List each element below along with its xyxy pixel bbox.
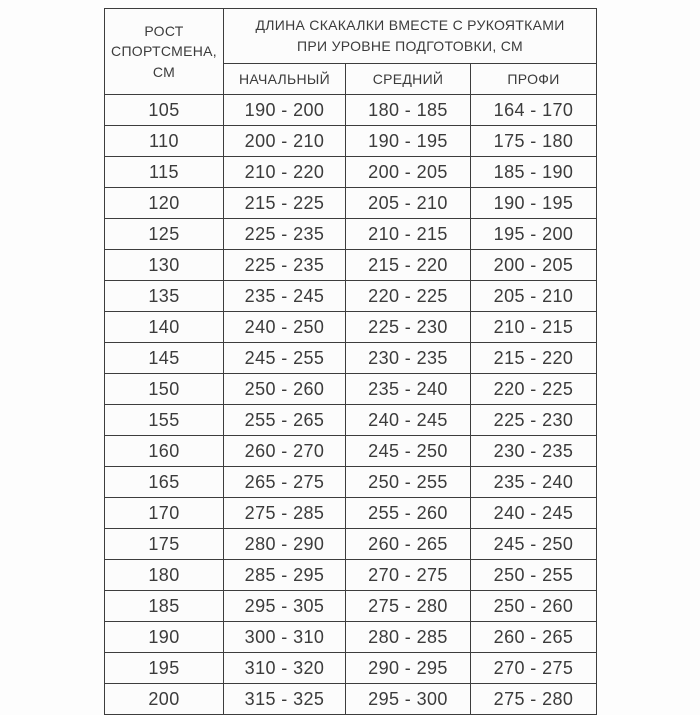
table-body bbox=[105, 95, 597, 715]
height-cell: 130 bbox=[105, 250, 224, 281]
height-cell: 110 bbox=[105, 126, 224, 157]
beginner-range-cell: 225 - 235 bbox=[224, 219, 346, 250]
middle-range-cell: 290 - 295 bbox=[346, 653, 471, 684]
pro-range-cell: 275 - 280 bbox=[471, 684, 597, 715]
pro-range-cell: 210 - 215 bbox=[471, 312, 597, 343]
pro-range-cell: 250 - 260 bbox=[471, 591, 597, 622]
pro-range-cell: 270 - 275 bbox=[471, 653, 597, 684]
rope-length-table-grid bbox=[104, 8, 597, 715]
middle-range-cell: 295 - 300 bbox=[346, 684, 471, 715]
table-row bbox=[105, 95, 597, 126]
table-row bbox=[105, 684, 597, 715]
beginner-range-cell: 240 - 250 bbox=[224, 312, 346, 343]
pro-range-cell: 245 - 250 bbox=[471, 529, 597, 560]
height-cell: 150 bbox=[105, 374, 224, 405]
table-row bbox=[105, 343, 597, 374]
beginner-range-cell: 210 - 220 bbox=[224, 157, 346, 188]
middle-range-cell: 190 - 195 bbox=[346, 126, 471, 157]
pro-range-cell: 240 - 245 bbox=[471, 498, 597, 529]
rope-length-table bbox=[104, 8, 597, 715]
middle-range-cell: 240 - 245 bbox=[346, 405, 471, 436]
table-row bbox=[105, 405, 597, 436]
middle-range-cell: 225 - 230 bbox=[346, 312, 471, 343]
middle-range-cell: 205 - 210 bbox=[346, 188, 471, 219]
table-row bbox=[105, 436, 597, 467]
table-row bbox=[105, 126, 597, 157]
pro-range-cell: 250 - 255 bbox=[471, 560, 597, 591]
table-header bbox=[105, 9, 597, 95]
pro-range-cell: 200 - 205 bbox=[471, 250, 597, 281]
beginner-range-cell: 250 - 260 bbox=[224, 374, 346, 405]
beginner-range-cell: 300 - 310 bbox=[224, 622, 346, 653]
middle-range-cell: 235 - 240 bbox=[346, 374, 471, 405]
table-row bbox=[105, 622, 597, 653]
height-cell: 175 bbox=[105, 529, 224, 560]
header-level-middle: СРЕДНИЙ bbox=[346, 64, 471, 95]
header-rope-length-line1: ДЛИНА СКАКАЛКИ ВМЕСТЕ С РУКОЯТКАМИ bbox=[255, 17, 565, 33]
table-row bbox=[105, 653, 597, 684]
header-row-group bbox=[105, 9, 597, 64]
table-row bbox=[105, 188, 597, 219]
middle-range-cell: 275 - 280 bbox=[346, 591, 471, 622]
table-row bbox=[105, 529, 597, 560]
middle-range-cell: 230 - 235 bbox=[346, 343, 471, 374]
middle-range-cell: 255 - 260 bbox=[346, 498, 471, 529]
pro-range-cell: 175 - 180 bbox=[471, 126, 597, 157]
beginner-range-cell: 265 - 275 bbox=[224, 467, 346, 498]
height-cell: 180 bbox=[105, 560, 224, 591]
table-row bbox=[105, 219, 597, 250]
table-row bbox=[105, 591, 597, 622]
header-level-beginner: НАЧАЛЬНЫЙ bbox=[224, 64, 346, 95]
header-athlete-height: РОСТ СПОРТСМЕНА, СМ bbox=[105, 9, 224, 95]
height-cell: 105 bbox=[105, 95, 224, 126]
height-cell: 185 bbox=[105, 591, 224, 622]
beginner-range-cell: 315 - 325 bbox=[224, 684, 346, 715]
header-rope-length-group bbox=[224, 9, 597, 64]
table-row bbox=[105, 157, 597, 188]
beginner-range-cell: 255 - 265 bbox=[224, 405, 346, 436]
height-cell: 165 bbox=[105, 467, 224, 498]
middle-range-cell: 220 - 225 bbox=[346, 281, 471, 312]
table-row bbox=[105, 467, 597, 498]
pro-range-cell: 225 - 230 bbox=[471, 405, 597, 436]
beginner-range-cell: 285 - 295 bbox=[224, 560, 346, 591]
pro-range-cell: 220 - 225 bbox=[471, 374, 597, 405]
height-cell: 145 bbox=[105, 343, 224, 374]
middle-range-cell: 245 - 250 bbox=[346, 436, 471, 467]
pro-range-cell: 205 - 210 bbox=[471, 281, 597, 312]
middle-range-cell: 270 - 275 bbox=[346, 560, 471, 591]
pro-range-cell: 190 - 195 bbox=[471, 188, 597, 219]
beginner-range-cell: 215 - 225 bbox=[224, 188, 346, 219]
height-cell: 200 bbox=[105, 684, 224, 715]
beginner-range-cell: 280 - 290 bbox=[224, 529, 346, 560]
height-cell: 135 bbox=[105, 281, 224, 312]
beginner-range-cell: 225 - 235 bbox=[224, 250, 346, 281]
pro-range-cell: 185 - 190 bbox=[471, 157, 597, 188]
beginner-range-cell: 310 - 320 bbox=[224, 653, 346, 684]
beginner-range-cell: 295 - 305 bbox=[224, 591, 346, 622]
table-row bbox=[105, 250, 597, 281]
pro-range-cell: 260 - 265 bbox=[471, 622, 597, 653]
table-row bbox=[105, 374, 597, 405]
middle-range-cell: 250 - 255 bbox=[346, 467, 471, 498]
pro-range-cell: 195 - 200 bbox=[471, 219, 597, 250]
pro-range-cell: 230 - 235 bbox=[471, 436, 597, 467]
middle-range-cell: 280 - 285 bbox=[346, 622, 471, 653]
middle-range-cell: 260 - 265 bbox=[346, 529, 471, 560]
pro-range-cell: 235 - 240 bbox=[471, 467, 597, 498]
beginner-range-cell: 190 - 200 bbox=[224, 95, 346, 126]
height-cell: 140 bbox=[105, 312, 224, 343]
height-cell: 155 bbox=[105, 405, 224, 436]
height-cell: 170 bbox=[105, 498, 224, 529]
header-level-pro: ПРОФИ bbox=[471, 64, 597, 95]
middle-range-cell: 215 - 220 bbox=[346, 250, 471, 281]
height-cell: 160 bbox=[105, 436, 224, 467]
pro-range-cell: 215 - 220 bbox=[471, 343, 597, 374]
beginner-range-cell: 245 - 255 bbox=[224, 343, 346, 374]
middle-range-cell: 200 - 205 bbox=[346, 157, 471, 188]
height-cell: 120 bbox=[105, 188, 224, 219]
table-row bbox=[105, 281, 597, 312]
beginner-range-cell: 260 - 270 bbox=[224, 436, 346, 467]
table-row bbox=[105, 312, 597, 343]
beginner-range-cell: 235 - 245 bbox=[224, 281, 346, 312]
header-rope-length-line2: ПРИ УРОВНЕ ПОДГОТОВКИ, СМ bbox=[297, 38, 523, 54]
height-cell: 125 bbox=[105, 219, 224, 250]
table-row bbox=[105, 560, 597, 591]
beginner-range-cell: 275 - 285 bbox=[224, 498, 346, 529]
height-cell: 115 bbox=[105, 157, 224, 188]
middle-range-cell: 210 - 215 bbox=[346, 219, 471, 250]
beginner-range-cell: 200 - 210 bbox=[224, 126, 346, 157]
table-row bbox=[105, 498, 597, 529]
height-cell: 195 bbox=[105, 653, 224, 684]
height-cell: 190 bbox=[105, 622, 224, 653]
pro-range-cell: 164 - 170 bbox=[471, 95, 597, 126]
middle-range-cell: 180 - 185 bbox=[346, 95, 471, 126]
